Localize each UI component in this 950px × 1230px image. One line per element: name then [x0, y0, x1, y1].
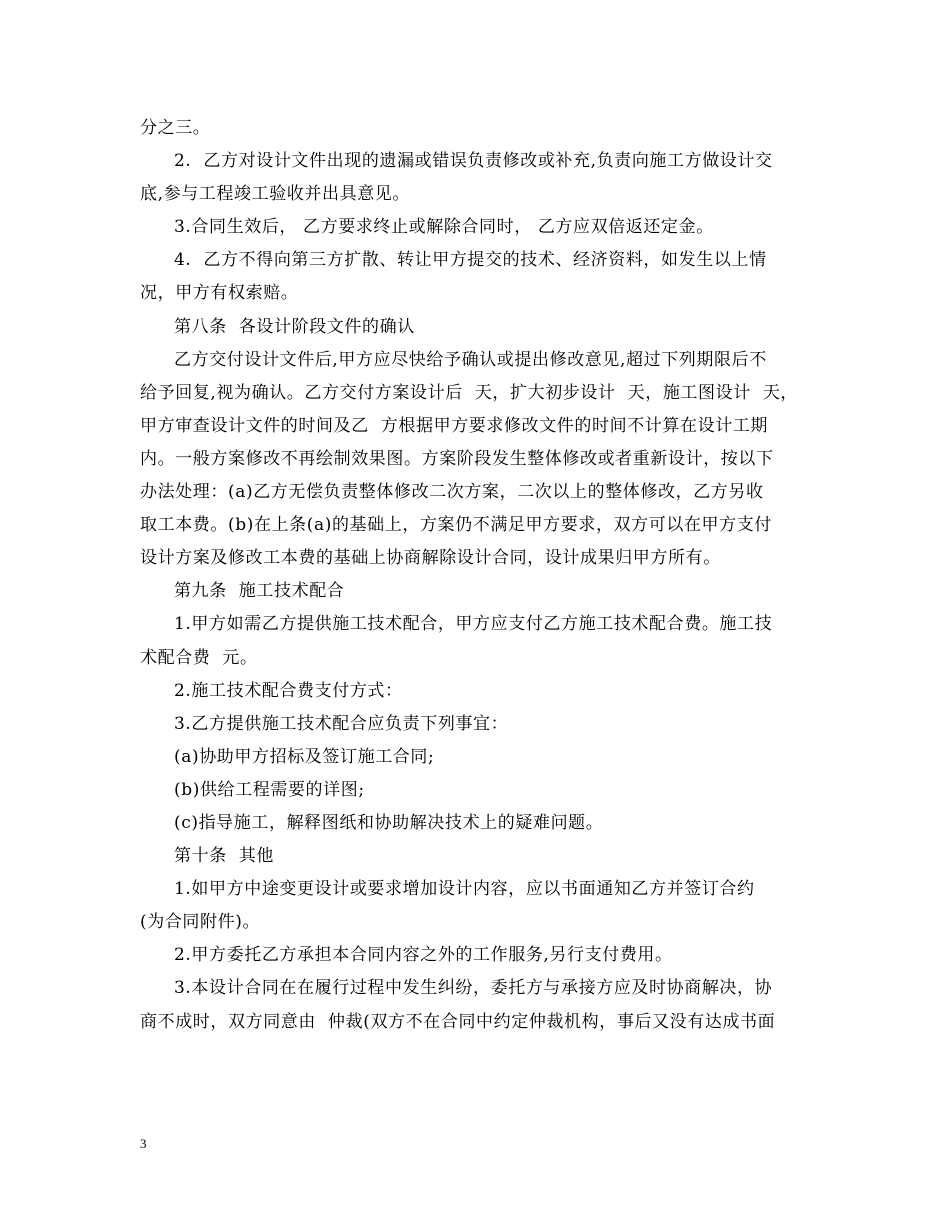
text-line: (c)指导施工，解释图纸和协助解决技术上的疑难问题。	[174, 812, 604, 833]
text-line: 分之三。	[140, 118, 211, 138]
text-line: 给予回复,视为确认。乙方交付方案设计后 天，扩大初步设计 天，施工图设计 天，	[140, 382, 799, 403]
text-line: (b)供给工程需要的详图;	[174, 779, 365, 800]
text-line: 4. 乙方不得向第三方扩散、转让甲方提交的技术、经济资料，如发生以上情	[174, 250, 767, 271]
text-line: 况，甲方有权索赔。	[140, 283, 299, 304]
text-line: 2.甲方委托乙方承担本合同内容之外的工作服务,另行支付费用。	[174, 945, 673, 966]
text-line: 3.乙方提供施工技术配合应负责下列事宜：	[174, 713, 509, 734]
text-line: 第九条 施工技术配合	[174, 581, 345, 602]
text-line: 1.如甲方中途变更设计或要求增加设计内容，应以书面通知乙方并签订合约	[174, 879, 755, 900]
text-line: 内。一般方案修改不再绘制效果图。方案阶段发生整体修改或者重新设计，按以下	[140, 448, 774, 469]
text-line: 第八条 各设计阶段文件的确认	[174, 316, 415, 337]
text-line: (为合同附件)。	[140, 912, 261, 933]
page-number: 3	[140, 1136, 147, 1151]
text-line: 2. 乙方对设计文件出现的遗漏或错误负责修改或补充,负责向施工方做设计交	[174, 151, 773, 172]
text-line: (a)协助甲方招标及签订施工合同;	[174, 746, 435, 767]
text-line: 底,参与工程竣工验收并出具意见。	[140, 184, 411, 205]
text-line: 第十条 其他	[174, 846, 275, 867]
text-line: 办法处理：(a)乙方无偿负责整体修改二次方案，二次以上的整体修改，乙方另收	[140, 482, 764, 503]
text-line: 术配合费 元。	[140, 647, 258, 668]
text-line: 3.本设计合同在在履行过程中发生纠纷，委托方与承接方应及时协商解决，协	[174, 978, 773, 999]
text-line: 设计方案及修改工本费的基础上协商解除设计合同，设计成果归甲方所有。	[140, 548, 721, 569]
text-line: 1.甲方如需乙方提供施工技术配合，甲方应支付乙方施工技术配合费。施工技	[174, 614, 773, 635]
text-line: 2.施工技术配合费支付方式：	[174, 680, 403, 701]
text-line: 甲方审查设计文件的时间及乙 方根据甲方要求修改文件的时间不计算在设计工期	[140, 415, 769, 436]
text-line: 商不成时，双方同意由 仲裁(双方不在合同中约定仲裁机构，事后又没有达成书面	[140, 1011, 776, 1032]
text-line: 3.合同生效后， 乙方要求终止或解除合同时， 乙方应双倍返还定金。	[174, 217, 714, 238]
body-text	[140, 112, 812, 1039]
text-line: 乙方交付设计文件后,甲方应尽快给予确认或提出修改意见,超过下列期限后不	[174, 349, 767, 370]
text-line: 取工本费。(b)在上条(a)的基础上，方案仍不满足甲方要求，双方可以在甲方支付	[140, 515, 772, 536]
